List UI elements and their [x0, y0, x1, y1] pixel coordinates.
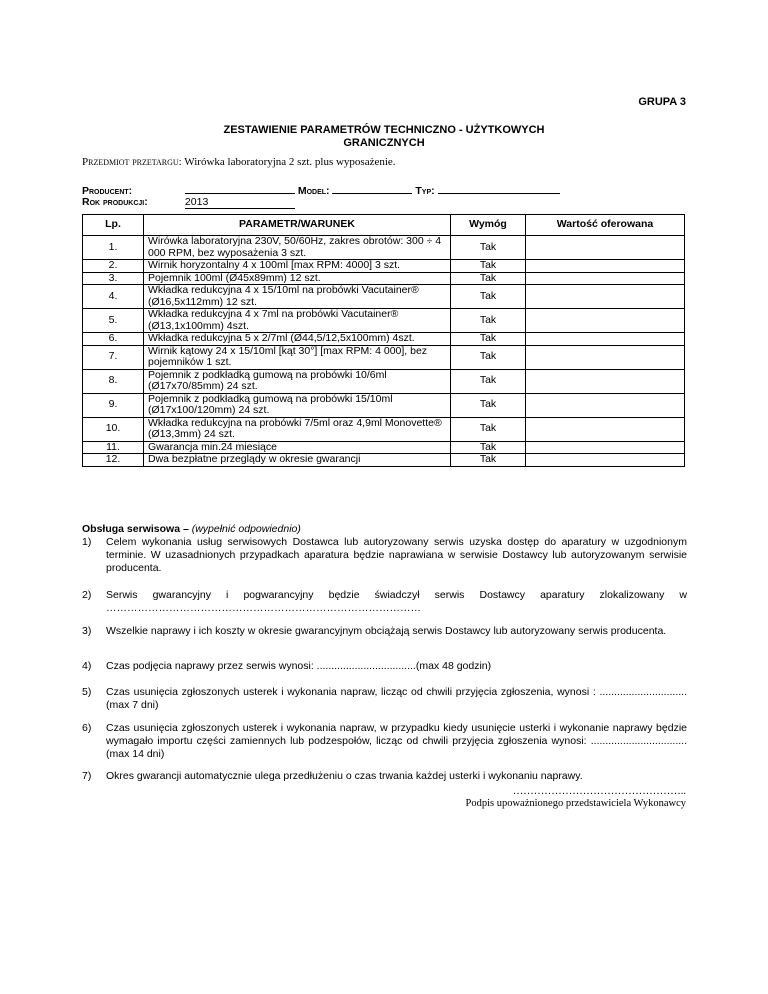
row-offered-value — [526, 285, 685, 309]
row-offered-value — [526, 272, 685, 285]
service-heading — [82, 523, 687, 536]
service-item — [82, 660, 687, 673]
year-value: 2013 — [185, 196, 295, 209]
service-item — [82, 589, 687, 615]
row-requirement: Tak — [451, 272, 526, 285]
subject-value: Wirówka laboratoryjna 2 szt. plus wyposażenie. — [184, 156, 396, 168]
service-item-number: 5) — [82, 686, 92, 698]
service-item-text: Czas usunięcia zgłoszonych usterek i wykonania napraw, w przypadku kiedy usunięcie usterki i wykonanie naprawy będzie wymagało importu części zamiennych lub podzespołów, licząc od chwili przyjęcia zgłoszenia wynosi: .................................(max 14 dni) — [106, 722, 687, 760]
service-item-number: 7) — [82, 770, 92, 782]
row-parameter: Wkładka redukcyjna 4 x 15/10ml na probówki Vacutainer® (Ø16,5x112mm) 12 szt. — [144, 285, 451, 309]
table-row — [83, 309, 685, 333]
row-parameter: Wkładka redukcyjna 5 x 2/7ml (Ø44,5/12,5x100mm) 4szt. — [144, 333, 451, 346]
row-parameter: Pojemnik z podkładką gumową na probówki 10/6ml (Ø17x70/85mm) 24 szt. — [144, 369, 451, 393]
row-number: 5. — [83, 309, 144, 333]
row-number: 6. — [83, 333, 144, 346]
model-label: Model: — [297, 185, 330, 197]
table-row — [83, 454, 685, 467]
row-offered-value — [526, 369, 685, 393]
title-line-1: ZESTAWIENIE PARAMETRÓW TECHNICZNO - UŻYTKOWYCH — [223, 124, 545, 136]
service-item-text: Okres gwarancji automatycznie ulega przedłużeniu o czas trwania każdej usterki i wykonaniu naprawy. — [106, 770, 583, 782]
header-offered-value: Wartość oferowana — [526, 215, 685, 236]
header-param: PARAMETR/WARUNEK — [144, 215, 451, 236]
producer-blank — [185, 183, 295, 194]
service-item-number: 2) — [82, 589, 92, 601]
table-row — [83, 441, 685, 454]
row-number: 1. — [83, 236, 144, 260]
row-requirement: Tak — [451, 417, 526, 441]
service-item-text: Celem wykonania usług serwisowych Dostawca lub autoryzowany serwis uzyska dostęp do aparatury w uzgodnionym terminie. W uzasadnionych przypadkach aparatura będzie naprawiana w serwisie Dostawcy lub autoryzowanym serwisie producenta. — [106, 536, 687, 574]
service-item-number: 4) — [82, 660, 92, 672]
model-blank — [332, 183, 412, 194]
table-row — [83, 272, 685, 285]
service-item-number: 6) — [82, 722, 92, 734]
row-number: 11. — [83, 441, 144, 454]
table-row — [83, 369, 685, 393]
row-requirement: Tak — [451, 441, 526, 454]
year-line — [82, 196, 295, 209]
service-heading-title: Obsługa serwisowa – — [82, 523, 189, 535]
service-heading-note: (wypełnić odpowiednio) — [191, 523, 301, 535]
row-number: 3. — [83, 272, 144, 285]
row-parameter: Wkładka redukcyjna na probówki 7/5ml oraz 4,9ml Monovette® (Ø13,3mm) 24 szt. — [144, 417, 451, 441]
service-item — [82, 770, 687, 783]
table-row — [83, 417, 685, 441]
tender-subject — [82, 156, 396, 168]
table-row — [83, 345, 685, 369]
row-requirement: Tak — [451, 309, 526, 333]
row-parameter: Pojemnik 100ml (Ø45x89mm) 12 szt. — [144, 272, 451, 285]
row-parameter: Pojemnik z podkładką gumową na probówki 15/10ml (Ø17x100/120mm) 24 szt. — [144, 393, 451, 417]
row-offered-value — [526, 417, 685, 441]
service-item-text: Czas podjęcia naprawy przez serwis wynosi: ..................................(max 48 godzin) — [106, 660, 492, 672]
group-label: GRUPA 3 — [638, 96, 686, 108]
header-lp: Lp. — [83, 215, 144, 236]
document-title — [0, 124, 768, 150]
parameters-table — [82, 214, 685, 467]
row-number: 12. — [83, 454, 144, 467]
row-number: 2. — [83, 260, 144, 273]
row-offered-value — [526, 441, 685, 454]
row-parameter: Dwa bezpłatne przeglądy w okresie gwarancji — [144, 454, 451, 467]
row-requirement: Tak — [451, 369, 526, 393]
service-item — [82, 686, 687, 712]
row-requirement: Tak — [451, 236, 526, 260]
row-number: 9. — [83, 393, 144, 417]
producer-line — [82, 183, 560, 197]
table-row — [83, 393, 685, 417]
row-parameter: Wirnik horyzontalny 4 x 100ml [max RPM: 4000] 3 szt. — [144, 260, 451, 273]
service-item — [82, 722, 687, 761]
row-offered-value — [526, 454, 685, 467]
signature-dots: ………………………………………….. — [512, 786, 686, 797]
producer-label: Producent: — [82, 185, 133, 197]
signature-label: Podpis upoważnionego przedstawiciela Wykonawcy — [465, 798, 686, 809]
signature-block — [466, 786, 687, 810]
row-parameter: Wirnik kątowy 24 x 15/10ml [kąt 30°] [max RPM: 4 000], bez pojemników 1 szt. — [144, 345, 451, 369]
row-offered-value — [526, 236, 685, 260]
service-item — [82, 625, 687, 638]
table-row — [83, 260, 685, 273]
year-label: Rok produkcji: — [82, 196, 148, 208]
row-offered-value — [526, 345, 685, 369]
table-header-row — [83, 215, 685, 236]
row-requirement: Tak — [451, 285, 526, 309]
row-number: 8. — [83, 369, 144, 393]
row-offered-value — [526, 333, 685, 346]
service-item-text: Czas usunięcia zgłoszonych usterek i wykonania napraw, licząc od chwili przyjęcia zgłoszenia, wynosi : .............................. (max 7 dni) — [106, 686, 687, 711]
type-label: Typ: — [415, 185, 435, 197]
row-number: 10. — [83, 417, 144, 441]
subject-label: Przedmiot przetargu: — [82, 156, 182, 168]
service-item-text: Serwis gwarancyjny i pogwarancyjny będzie świadczył serwis Dostawcy aparatury zlokalizowany w ……………………………………………………………………………… — [106, 589, 687, 614]
table-row — [83, 333, 685, 346]
row-parameter: Wirówka laboratoryjna 230V, 50/60Hz, zakres obrotów: 300 ÷ 4 000 RPM, bez wyposażenia 3 szt. — [144, 236, 451, 260]
type-blank — [438, 183, 560, 194]
row-number: 4. — [83, 285, 144, 309]
title-line-2: GRANICZNYCH — [343, 137, 425, 149]
row-requirement: Tak — [451, 454, 526, 467]
row-requirement: Tak — [451, 345, 526, 369]
service-item-text: Wszelkie naprawy i ich koszty w okresie gwarancyjnym obciążają serwis Dostawcy lub autoryzowany serwis producenta. — [106, 625, 667, 637]
row-parameter: Gwarancja min.24 miesiące — [144, 441, 451, 454]
service-item — [82, 536, 687, 575]
header-requirement: Wymóg — [451, 215, 526, 236]
row-offered-value — [526, 393, 685, 417]
row-requirement: Tak — [451, 393, 526, 417]
row-offered-value — [526, 260, 685, 273]
table-row — [83, 285, 685, 309]
row-requirement: Tak — [451, 260, 526, 273]
row-parameter: Wkładka redukcyjna 4 x 7ml na probówki Vacutainer® (Ø13,1x100mm) 4szt. — [144, 309, 451, 333]
row-number: 7. — [83, 345, 144, 369]
service-item-number: 1) — [82, 536, 92, 548]
row-offered-value — [526, 309, 685, 333]
row-requirement: Tak — [451, 333, 526, 346]
table-row — [83, 236, 685, 260]
service-item-number: 3) — [82, 625, 92, 637]
